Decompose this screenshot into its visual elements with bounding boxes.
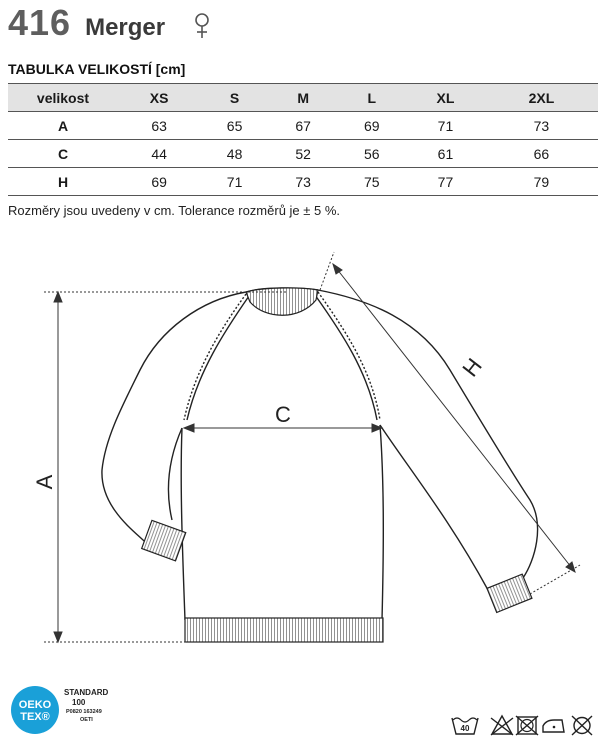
sweatshirt-outline <box>102 288 538 620</box>
table-cell: 79 <box>485 168 598 196</box>
sweatshirt-measurement-diagram <box>0 240 606 660</box>
dimension-a <box>44 292 286 642</box>
table-cell: 61 <box>406 140 485 168</box>
product-name: Merger <box>85 14 166 41</box>
table-cell: 71 <box>200 168 269 196</box>
table-cell: 66 <box>485 140 598 168</box>
product-code: 416 <box>8 2 72 43</box>
table-cell: 44 <box>118 140 200 168</box>
table-row <box>8 112 598 140</box>
size-header: L <box>337 84 406 112</box>
row-label: A <box>8 112 118 140</box>
no-dry-clean-icon <box>572 716 592 735</box>
care-symbols <box>450 712 600 738</box>
dimension-a-label: A <box>32 474 57 490</box>
row-label: H <box>8 168 118 196</box>
table-cell: 69 <box>337 112 406 140</box>
standard-number: 100 <box>72 698 86 707</box>
table-cell: 63 <box>118 112 200 140</box>
table-cell: 77 <box>406 168 485 196</box>
table-cell: 73 <box>269 168 338 196</box>
size-table-header-row <box>8 84 598 112</box>
dimension-h-label: H <box>457 353 487 382</box>
waistband-rib <box>185 618 383 642</box>
size-header: M <box>269 84 338 112</box>
product-header <box>8 2 165 46</box>
table-cell: 75 <box>337 168 406 196</box>
dimension-c-label: C <box>275 402 291 427</box>
size-header: XL <box>406 84 485 112</box>
tolerance-note: Rozměry jsou uvedeny v cm. Tolerance rozměrů je ± 5 %. <box>8 203 341 218</box>
wash-40-icon <box>452 718 478 734</box>
size-header: S <box>200 84 269 112</box>
no-bleach-icon <box>491 716 513 735</box>
size-table <box>8 83 598 196</box>
table-cell: 52 <box>269 140 338 168</box>
table-cell: 48 <box>200 140 269 168</box>
table-cell: 67 <box>269 112 338 140</box>
table-row <box>8 168 598 196</box>
left-cuff <box>142 520 186 561</box>
table-cell: 65 <box>200 112 269 140</box>
table-row <box>8 140 598 168</box>
table-cell: 69 <box>118 168 200 196</box>
size-table-title: TABULKA VELIKOSTÍ [cm] <box>8 61 186 77</box>
no-tumble-dry-icon <box>516 716 538 735</box>
right-cuff <box>487 574 532 612</box>
dimension-h <box>320 252 580 594</box>
certificate-code: P0820 163249 <box>66 709 102 715</box>
row-label: C <box>8 140 118 168</box>
female-icon <box>192 12 212 40</box>
oeko-tex-logo <box>10 685 60 735</box>
wash-temperature: 40 <box>460 724 470 733</box>
oeko-badge-line1: OEKO <box>18 699 52 711</box>
table-cell: 71 <box>406 112 485 140</box>
iron-low-icon <box>543 720 564 732</box>
oeko-badge-line2: TEX® <box>20 711 50 723</box>
table-cell: 73 <box>485 112 598 140</box>
oeko-tex-standard <box>64 688 108 724</box>
size-header: XS <box>118 84 200 112</box>
size-header-label: velikost <box>8 84 118 112</box>
size-header: 2XL <box>485 84 598 112</box>
standard-label: STANDARD <box>64 688 109 697</box>
table-cell: 56 <box>337 140 406 168</box>
certificate-institute: OETI <box>80 717 93 723</box>
